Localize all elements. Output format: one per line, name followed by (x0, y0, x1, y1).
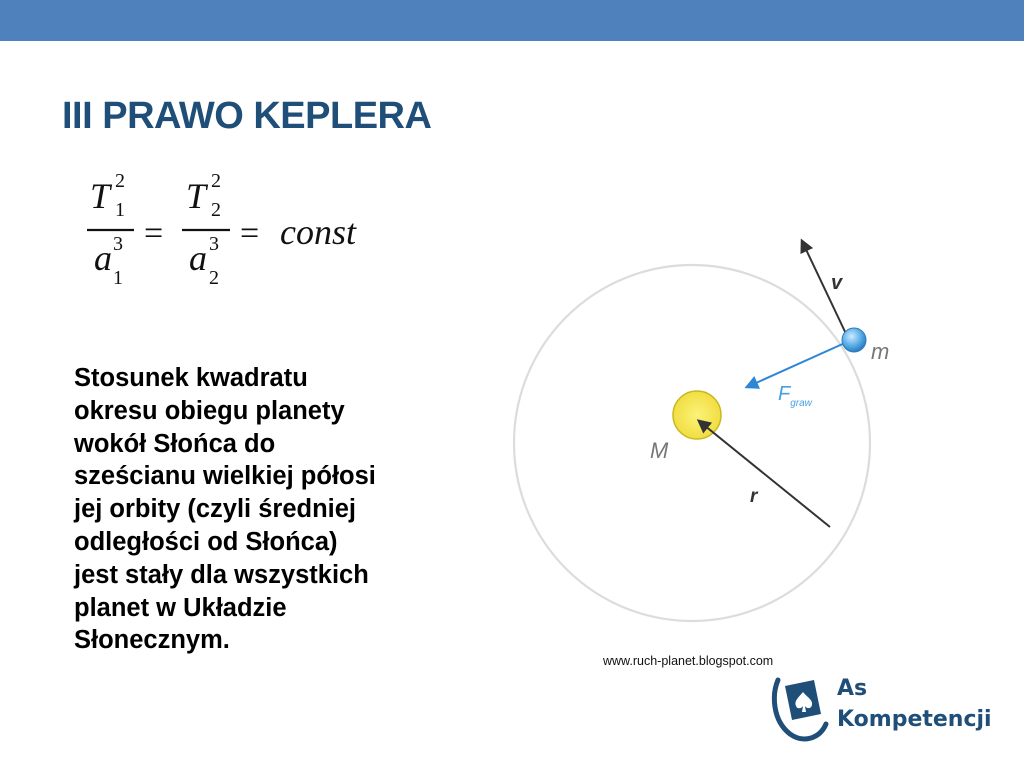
description-line: jej orbity (czyli średniej (74, 495, 357, 524)
description-line: wokół Słońca do (74, 429, 276, 458)
formula-a2-sub: 2 (209, 267, 219, 289)
force-label-subscript: graw (790, 398, 812, 409)
formula-a1-sup: 3 (113, 233, 123, 255)
logo-spade-icon (768, 672, 830, 744)
description-line: odległości od Słońca) (74, 527, 338, 556)
as-kompetencji-logo (768, 672, 1003, 747)
kepler-formula (82, 170, 382, 295)
description-line: jest stały dla wszystkich (74, 560, 369, 589)
description-line: sześcianu wielkiej półosi (74, 462, 376, 491)
formula-equals-1: = (144, 215, 164, 252)
description-line: Słonecznym. (74, 626, 230, 655)
formula-t1: T (90, 176, 111, 216)
formula-equals-2: = (240, 215, 260, 252)
image-source: www.ruch-planet.blogspot.com (603, 654, 774, 668)
formula-const: const (280, 212, 356, 252)
formula-t2: T (186, 176, 207, 216)
formula-a1: a (94, 238, 112, 278)
logo-line-1: As (837, 676, 868, 701)
description-line: okresu obiegu planety (74, 396, 345, 425)
slide-title: III PRAWO KEPLERA (62, 95, 432, 137)
formula-t1-sub: 1 (115, 199, 125, 221)
orbit-diagram (505, 225, 905, 635)
formula-a2-sup: 3 (209, 233, 219, 255)
star-label: M (650, 438, 669, 463)
gravity-force-arrow (747, 342, 847, 387)
formula-t2-sup: 2 (211, 170, 221, 192)
velocity-label: v (831, 272, 843, 294)
formula-t2-sub: 2 (211, 199, 221, 221)
planet-label: m (871, 339, 890, 364)
radius-label: r (750, 486, 758, 507)
kepler-law-description (74, 362, 434, 657)
formula-a2: a (189, 238, 207, 278)
force-label (778, 383, 813, 409)
formula-t1-sup: 2 (115, 170, 125, 192)
header-bar (0, 0, 1024, 41)
force-label-main: F (778, 383, 791, 405)
description-line: Stosunek kwadratu (74, 364, 308, 392)
planet (842, 328, 866, 352)
formula-a1-sub: 1 (113, 267, 123, 289)
radius-arrow (699, 421, 830, 527)
description-line: planet w Układzie (74, 593, 287, 622)
logo-line-2: Kompetencji (837, 707, 992, 732)
orbit-circle (514, 265, 870, 621)
